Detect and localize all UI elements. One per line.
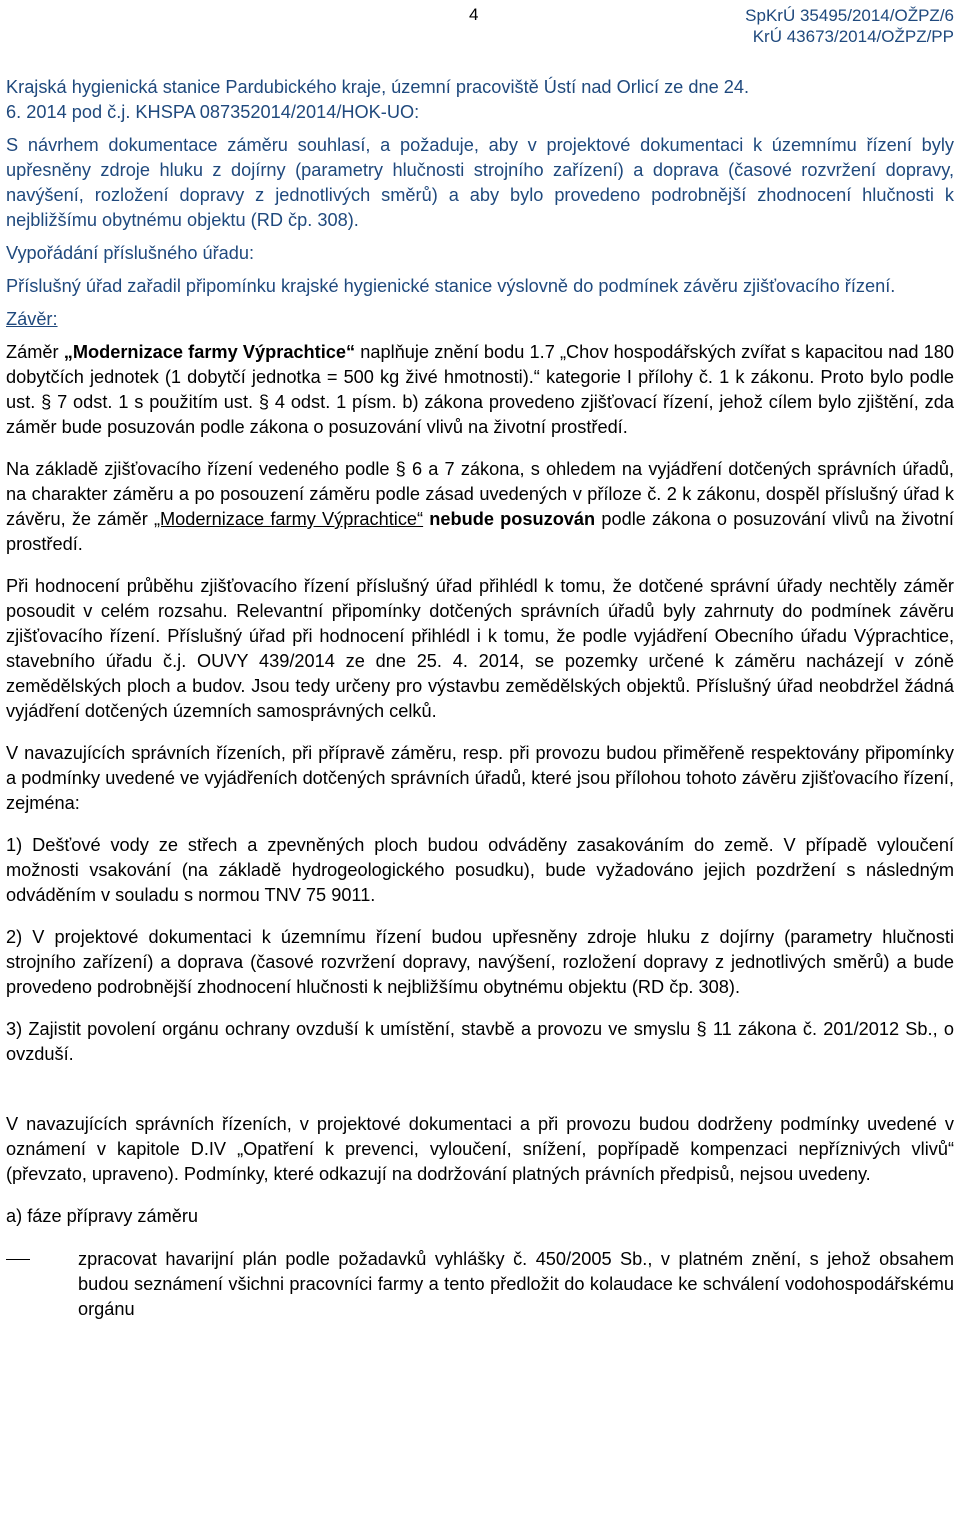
page-number: 4 xyxy=(469,5,479,24)
conclusion-heading-label: Závěr: xyxy=(6,309,58,329)
conclusion-paragraph-4: V navazujících správních řízeních, při přípravě záměru, resp. při provozu budou přiměřeně respektovány připomínky a podmínky uvedené ve vyjádřeních dotčených správních úřadů, které jsou přílohou tohoto závěru zjišťovacího řízení, zejména: xyxy=(6,743,954,813)
reference-line-2: KrÚ 43673/2014/OŽPZ/PP xyxy=(752,27,954,46)
conclusion-paragraph-5: V navazujících správních řízeních, v projektové dokumentaci a při provozu budou dodrženy podmínky uvedené v oznámení v kapitole D.IV „Opatření k prevenci, vyloučení, snížení, popřípadě kompenzaci nepříznivých vlivů“ (převzato, upraveno). Podmínky, které odkazují na dodržování platných právních předpisů, nejsou uvedeny. xyxy=(6,1114,954,1184)
document-body xyxy=(6,75,954,1322)
conclusion-p1-lead: Záměr xyxy=(6,342,64,362)
hygiene-station-comment: S návrhem dokumentace záměru souhlasí, a požaduje, aby v projektové dokumentaci k územnímu řízení byly upřesněny zdroje hluku z dojírny (parametry hlučnosti strojního zařízení) a doprava (časové rozvržení dopravy, navýšení, rozložení dopravy z jednotlivých směrů) a aby bylo provedeno podrobnější zhodnocení hlučnosti k nejbližšímu obytnému objektu (RD čp. 308). xyxy=(6,135,954,230)
phase-a-heading: a) fáze přípravy záměru xyxy=(6,1206,199,1226)
conclusion-p1-rest: naplňuje znění bodu 1.7 „Chov hospodářských zvířat s kapacitou nad 180 dobytčích jednotek (1 dobytčí jednotka = 500 kg živé hmotnosti).“ kategorie I přílohy č. 1 k zákonu. Proto bylo podle ust. § 7 odst. 1 s použitím ust. § 4 odst. 1 písm. b) zákona provedeno zjišťovací řízení, jehož cílem bylo zjištění, zda záměr bude posuzován podle zákona o posuzování vlivů na životní prostředí. xyxy=(6,342,954,437)
not-assessed-bold: nebude posuzován xyxy=(429,509,596,529)
hygiene-station-heading-line-1: Krajská hygienická stanice Pardubického kraje, územní pracoviště Ústí nad Orlicí ze dne 24. xyxy=(6,77,750,97)
settlement-text: Příslušný úřad zařadil připomínku krajské hygienické stanice výslovně do podmínek závěru zjišťovacího řízení. xyxy=(6,276,896,296)
conclusion-p2-rest: podle zákona o posuzování vlivů na životní prostředí. xyxy=(6,509,954,554)
hygiene-station-section xyxy=(6,75,954,332)
list-item-text: zpracovat havarijní plán podle požadavků vyhlášky č. 450/2005 Sb., v platném znění, s jehož obsahem budou seznámení všichni pracovníci farmy a tento předložit do kolaudace ke schválení vodohospodářskému orgánu xyxy=(78,1249,954,1319)
dash-bullet-icon xyxy=(6,1259,30,1260)
settlement-heading: Vypořádání příslušného úřadu: xyxy=(6,243,255,263)
condition-item-2: 2) V projektové dokumentaci k územnímu řízení budou upřesněny zdroje hluku z dojírny (parametry hlučnosti strojního zařízení) a doprava (časové rozvržení dopravy, navýšení, rozložení dopravy z jednotlivých směrů) a bude provedeno podrobnější zhodnocení hlučnosti k nejbližšímu obytnému objektu (RD čp. 308). xyxy=(6,927,954,997)
conclusion-paragraph-1 xyxy=(6,340,954,440)
reference-line-1: SpKrÚ 35495/2014/OŽPZ/6 xyxy=(745,6,954,25)
conclusion-paragraph-3: Při hodnocení průběhu zjišťovacího řízení příslušný úřad přihlédl k tomu, že dotčené správní úřady nechtěly záměr posoudit v celém rozsahu. Relevantní připomínky dotčených správních úřadů byly zahrnuty do podmínek závěru zjišťovacího řízení. Příslušný úřad při hodnocení přihlédl i k tomu, že podle vyjádření Obecního úřadu Výprachtice, stavebního úřadu č.j. OUVY 439/2014 ze dne 25. 4. 2014, se pozemky určené k záměru nacházejí v zóně zemědělských ploch a budov. Jsou tedy určeny pro výstavbu zemědělských objektů. Příslušný úřad neobdržel žádná vyjádření dotčených územních samosprávných celků. xyxy=(6,576,954,721)
conclusion-p2-lead: Na základě zjišťovacího řízení vedeného podle § 6 a 7 zákona, s ohledem na vyjádření dotčených správních úřadů, na charakter záměru a po posouzení záměru podle zásad uvedených v příloze č. 2 k zákonu, dospěl příslušný úřad k závěru, že záměr xyxy=(6,459,954,529)
conclusion-heading xyxy=(6,307,954,332)
page-header xyxy=(0,0,960,52)
condition-item-1: 1) Dešťové vody ze střech a zpevněných ploch budou odváděny zasakováním do země. V případě vyloučení možnosti vsakování (na základě hydrogeologického posudku), bude vyžadováno jejich pozdržení s následným odváděním v souladu s normou TNV 75 9011. xyxy=(6,835,954,905)
conclusion-paragraph-2 xyxy=(6,457,954,557)
condition-item-3: 3) Zajistit povolení orgánu ochrany ovzduší k umístění, stavbě a provozu ve smyslu § 11 zákona č. 201/2012 Sb., o ovzduší. xyxy=(6,1019,954,1064)
reference-numbers xyxy=(745,5,954,47)
project-name-underlined: „Modernizace farmy Výprachtice“ xyxy=(153,509,424,529)
project-name-bold: „Modernizace farmy Výprachtice“ xyxy=(63,342,356,362)
list-item xyxy=(6,1247,954,1322)
hygiene-station-heading-line-2: 6. 2014 pod č.j. KHSPA 087352014/2014/HOK-UO: xyxy=(6,102,420,122)
